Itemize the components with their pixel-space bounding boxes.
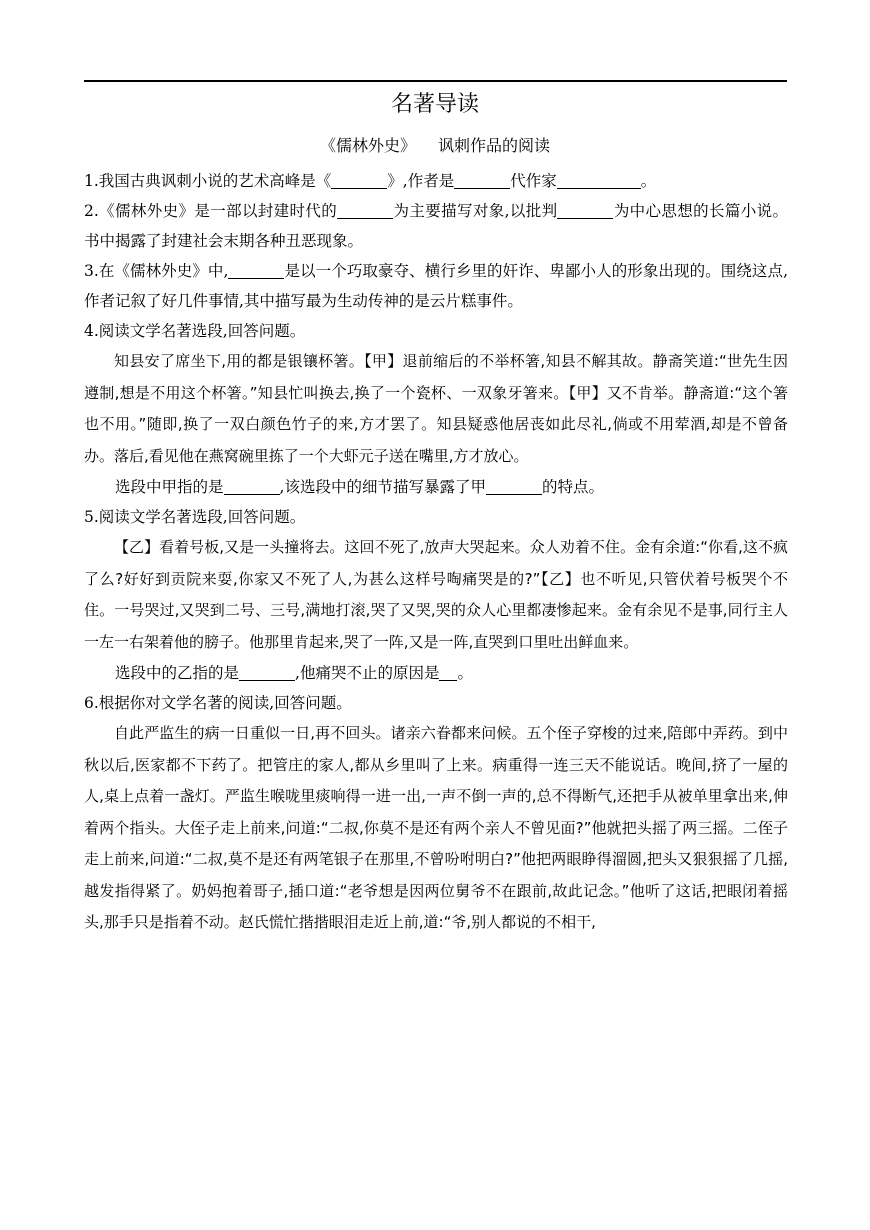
q2-blank-2[interactable] [557,203,613,220]
q2-blank-1[interactable] [337,203,393,220]
question-4-passage: 知县安了席坐下,用的都是银镶杯箸。【甲】退前缩后的不举杯箸,知县不解其故。静斋笑道:“世先生因遵制,想是不用这个杯箸。”知县忙叫换去,换了一个瓷杯、一双象牙箸来。【甲】又不肯举。静斋道:“这个箸也不用。”随即,换了一双白颜色竹子的来,方才罢了。知县疑惑他居丧如此尽礼,倘或不用荤酒,却是不曾备办。落后,看见他在燕窝碗里拣了一个大虾元子送在嘴里,方才放心。 [84,352,788,465]
q3-text-b: 是以一个巧取豪夺、横行乡里的奸诈、卑鄙小人的形象出现的。围绕这点,作者记叙了好几件事情,其中描写最为生动传神的是云片糕事件。 [84,262,788,310]
q5-blank-1[interactable] [239,665,295,682]
question-1 [84,166,788,196]
q1-blank-1[interactable] [331,173,387,190]
q4-sel-c: 的特点。 [541,478,604,496]
question-5-passage: 【乙】看着号板,又是一头撞将去。这回不死了,放声大哭起来。众人劝着不住。金有余道:“你看,这不疯了么?好好到贡院来耍,你家又不死了人,为甚么这样号啕痛哭是的?”【乙】也不听见,只管伏着号板哭个不住。一号哭过,又哭到二号、三号,满地打滚,哭了又哭,哭的众人心里都凄惨起来。金有余见不是事,同行主人一左一右架着他的膀子。他那里肯起来,哭了一阵,又是一阵,直哭到口里吐出鲜血来。 [84,538,788,651]
q4-sel-a: 选段中甲指的是 [115,478,224,496]
q4-blank-2[interactable] [486,479,542,496]
question-6-prompt: 6.根据你对文学名著的阅读,回答问题。 [84,694,352,712]
q5-blank-2[interactable] [439,665,457,682]
question-5-selection [84,658,788,688]
q1-blank-3[interactable] [557,173,641,190]
page-title: 名著导读 [390,92,479,117]
q1-text-a: 1.我国古典讽刺小说的艺术高峰是《 [84,172,332,190]
q2-text-c: 为中心思想的长篇小说。书中揭露了封建社会末期各种丑恶现象。 [84,202,788,250]
q4-blank-1[interactable] [224,479,280,496]
q1-blank-2[interactable] [454,173,510,190]
question-4-selection [84,472,788,502]
q5-sel-c: 。 [457,664,473,682]
question-2 [84,196,788,256]
question-6-passage: 自此严监生的病一日重似一日,再不回头。诸亲六眷都来问候。五个侄子穿梭的过来,陪郎中弄药。到中秋以后,医家都不下药了。把管庄的家人,都从乡里叫了上来。病重得一连三天不能说话。晚间,挤了一屋的人,桌上点着一盏灯。严监生喉咙里痰响得一进一出,一声不倒一声的,总不得断气,还把手从被单里拿出来,伸着两个指头。大侄子走上前来,问道:“二叔,你莫不是还有两个亲人不曾见面?”他就把头摇了两三摇。二侄子走上前来,问道:“二叔,莫不是还有两笔银子在那里,不曾吩咐明白?”他把两眼睁得溜圆,把头又狠狠摇了几摇,越发指得紧了。奶妈抱着哥子,插口道:“老爷想是因两位舅爷不在跟前,故此记念。”他听了这话,把眼闭着摇头,那手只是指着不动。赵氏慌忙揩揩眼泪走近上前,道:“爷,别人都说的不相干, [84,724,788,931]
question-3 [84,256,788,316]
subtitle-book: 《儒林外史》 [319,136,416,155]
q1-text-c: 代作家 [510,172,557,190]
q4-sel-b: ,该选段中的细节描写暴露了甲 [279,478,486,496]
q3-blank-1[interactable] [228,263,284,280]
q3-text-a: 3.在《儒林外史》中, [84,262,229,280]
q5-sel-b: ,他痛哭不止的原因是 [295,664,440,682]
q2-text-a: 2.《儒林外史》是一部以封建时代的 [84,202,338,220]
q1-text-b: 》,作者是 [387,172,455,190]
q2-text-b: 为主要描写对象,以批判 [393,202,558,220]
top-rule [84,80,787,82]
subtitle-topic: 讽刺作品的阅读 [438,136,551,155]
question-4-prompt: 4.阅读文学名著选段,回答问题。 [84,322,306,340]
document-body [84,166,788,939]
q1-text-d: 。 [640,172,657,190]
q5-sel-a: 选段中的乙指的是 [115,664,240,682]
subtitle [0,135,870,157]
question-5-prompt: 5.阅读文学名著选段,回答问题。 [84,508,306,526]
